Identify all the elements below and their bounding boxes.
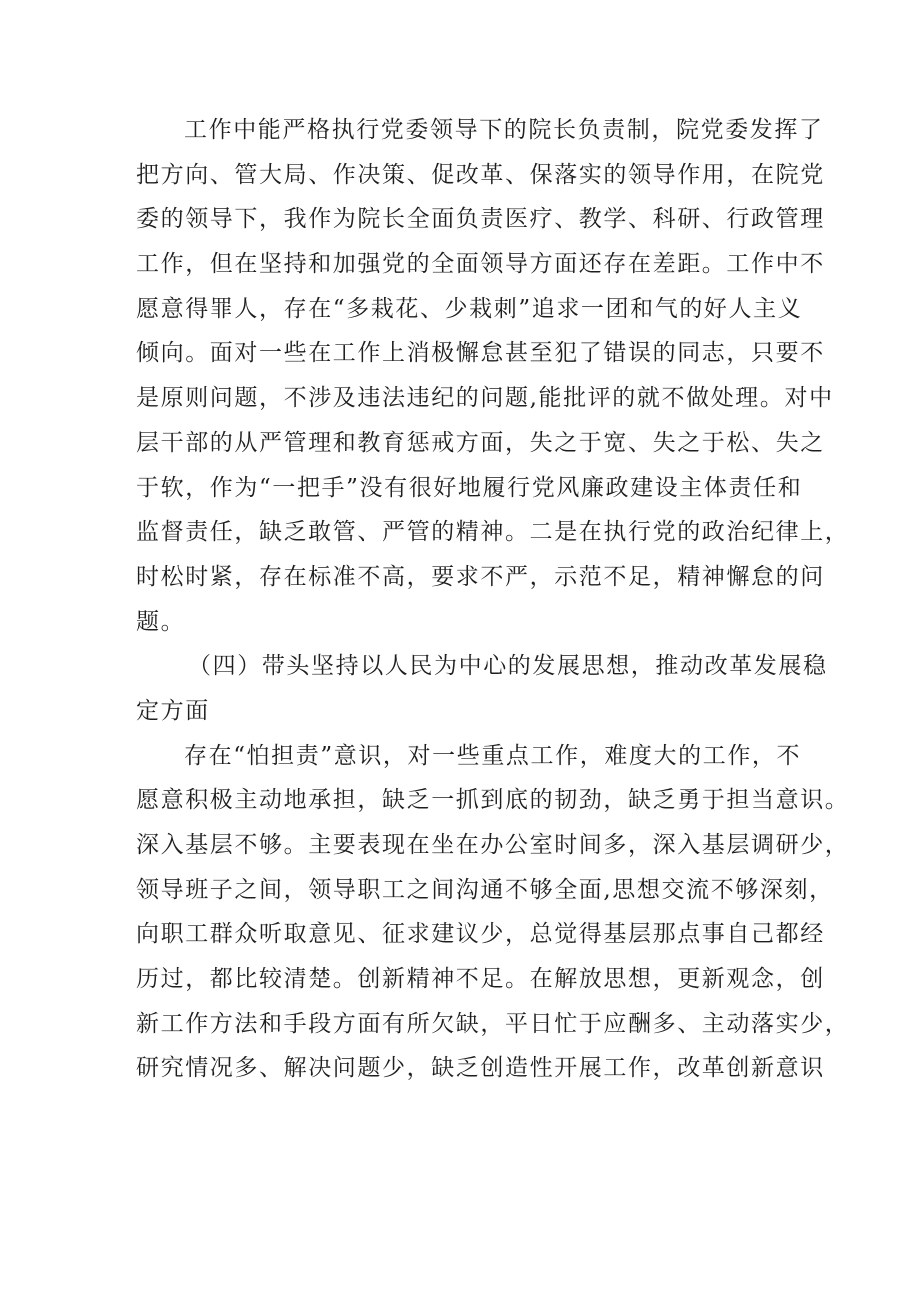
text-line: 时松时紧，存在标准不高，要求不严，示范不足，精神懈怠的问 bbox=[136, 563, 825, 590]
text-line: 监督责任，缺乏敢管、严管的精神。二是在执行党的政治纪律上， bbox=[136, 519, 850, 546]
text-line: 存在“怕担责”意识，对一些重点工作，难度大的工作，不 bbox=[184, 742, 802, 769]
text-line: 把方向、管大局、作决策、促改革、保落实的领导作用，在院党 bbox=[136, 161, 825, 188]
heading-line: （四）带头坚持以人民为中心的发展思想，推动改革发展稳 bbox=[188, 653, 828, 680]
paragraph-responsibility bbox=[136, 734, 850, 1092]
text-line: 层干部的从严管理和教育惩戒方面，失之于宽、失之于松、失之 bbox=[136, 429, 825, 456]
text-line: 于软，作为“一把手”没有很好地履行党风廉政建设主体责任和 bbox=[136, 474, 803, 501]
text-line: 领导班子之间，领导职工之间沟通不够全面,思想交流不够深刻， bbox=[136, 876, 834, 903]
text-line: 是原则问题，不涉及违法违纪的问题,能批评的就不做处理。对中 bbox=[136, 385, 834, 412]
text-line: 向职工群众听取意见、征求建议少，总觉得基层那点事自己都经 bbox=[136, 921, 825, 948]
text-line: 工作中能严格执行党委领导下的院长负责制，院党委发挥了 bbox=[184, 117, 824, 143]
paragraph-party-leadership bbox=[136, 108, 850, 644]
text-line: 委的领导下，我作为院长全面负责医疗、教学、科研、行政管理 bbox=[136, 206, 825, 233]
section-heading-four bbox=[136, 644, 828, 733]
heading-line: 定方面 bbox=[136, 697, 210, 724]
document-body bbox=[136, 108, 850, 1091]
text-line: 题。 bbox=[136, 608, 186, 635]
text-line: 深入基层不够。主要表现在坐在办公室时间多，深入基层调研少， bbox=[136, 832, 850, 858]
text-line: 愿意积极主动地承担，缺乏一抓到底的韧劲，缺乏勇于担当意识。 bbox=[136, 787, 850, 814]
text-line: 倾向。面对一些在工作上消极懈怠甚至犯了错误的同志，只要不 bbox=[136, 340, 825, 367]
text-line: 工作，但在坚持和加强党的全面领导方面还存在差距。工作中不 bbox=[136, 251, 825, 278]
text-line: 愿意得罪人，存在“多栽花、少栽刺”追求一团和气的好人主义 bbox=[136, 295, 803, 322]
text-line: 历过，都比较清楚。创新精神不足。在解放思想，更新观念，创 bbox=[136, 966, 825, 993]
text-line: 新工作方法和手段方面有所欠缺，平日忙于应酬多、主动落实少， bbox=[136, 1010, 850, 1037]
text-line: 研究情况多、解决问题少，缺乏创造性开展工作，改革创新意识 bbox=[136, 1055, 825, 1082]
